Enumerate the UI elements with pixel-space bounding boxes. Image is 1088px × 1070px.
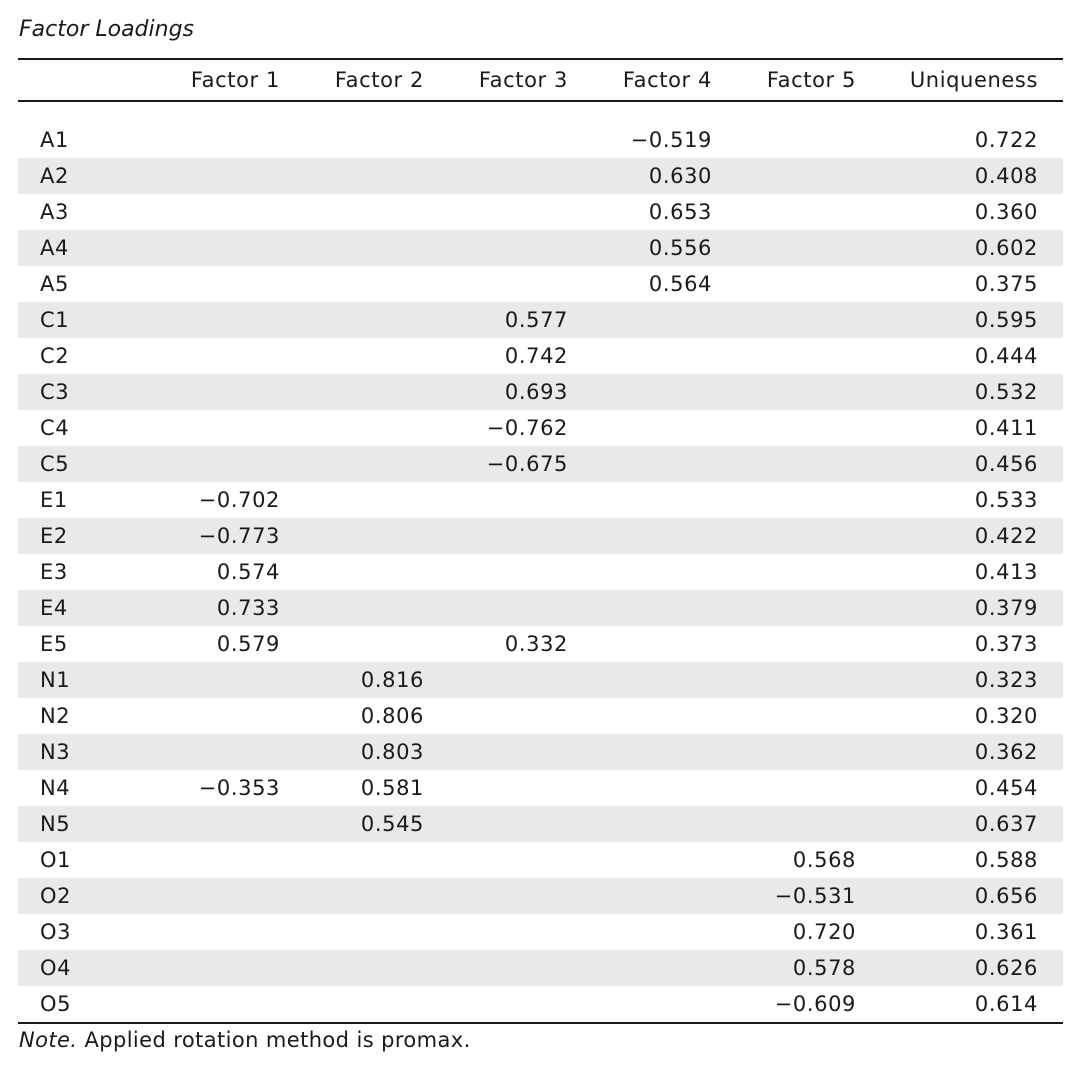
loading-cell: −0.519	[630, 128, 712, 152]
table-row	[18, 122, 1063, 158]
loading-cell: 0.556	[648, 236, 712, 260]
loading-cell: −0.353	[198, 776, 280, 800]
table-row	[18, 158, 1063, 194]
factor-loadings-table	[18, 58, 1063, 1024]
loading-cell: −0.675	[486, 452, 568, 476]
loading-cell: 0.545	[360, 812, 424, 836]
uniqueness-cell: 0.379	[974, 596, 1038, 620]
loading-cell: 0.574	[216, 560, 280, 584]
row-label-cell: N4	[40, 776, 71, 800]
table-header-row	[18, 60, 1063, 100]
table-row	[18, 878, 1063, 914]
row-label-cell: E2	[40, 524, 68, 548]
table-row	[18, 842, 1063, 878]
loading-cell: 0.568	[792, 848, 856, 872]
table-row	[18, 374, 1063, 410]
row-label-cell: O3	[40, 920, 72, 944]
row-label-cell: N2	[40, 704, 71, 728]
loading-cell: 0.332	[504, 632, 568, 656]
header-cell-factor-5: Factor 5	[766, 68, 856, 92]
uniqueness-cell: 0.373	[974, 632, 1038, 656]
table-row	[18, 266, 1063, 302]
uniqueness-cell: 0.533	[974, 488, 1038, 512]
uniqueness-cell: 0.411	[974, 416, 1038, 440]
row-label-cell: C2	[40, 344, 70, 368]
uniqueness-cell: 0.361	[974, 920, 1038, 944]
table-row	[18, 518, 1063, 554]
loading-cell: 0.581	[360, 776, 424, 800]
loading-cell: 0.742	[504, 344, 568, 368]
loading-cell: 0.630	[648, 164, 712, 188]
uniqueness-cell: 0.532	[974, 380, 1038, 404]
row-label-cell: N3	[40, 740, 71, 764]
table-note	[19, 1026, 471, 1054]
loading-cell: −0.773	[198, 524, 280, 548]
loading-cell: 0.579	[216, 632, 280, 656]
uniqueness-cell: 0.595	[974, 308, 1038, 332]
loading-cell: −0.702	[198, 488, 280, 512]
row-label-cell: A3	[40, 200, 69, 224]
row-label-cell: E3	[40, 560, 68, 584]
table-bottom-rule	[18, 1022, 1063, 1024]
note-text: Applied rotation method is promax.	[77, 1028, 471, 1052]
table-row	[18, 770, 1063, 806]
header-cell-factor-3: Factor 3	[478, 68, 568, 92]
table-row	[18, 338, 1063, 374]
note-label: Note.	[19, 1028, 78, 1052]
row-label-cell: A2	[40, 164, 69, 188]
loading-cell: 0.577	[504, 308, 568, 332]
loading-cell: −0.609	[774, 992, 856, 1016]
loading-cell: −0.531	[774, 884, 856, 908]
table-row	[18, 482, 1063, 518]
row-label-cell: N5	[40, 812, 71, 836]
row-label-cell: C4	[40, 416, 70, 440]
table-row	[18, 194, 1063, 230]
uniqueness-cell: 0.323	[974, 668, 1038, 692]
loading-cell: −0.762	[486, 416, 568, 440]
row-label-cell: O4	[40, 956, 72, 980]
table-row	[18, 554, 1063, 590]
loading-cell: 0.806	[360, 704, 424, 728]
row-label-cell: E4	[40, 596, 68, 620]
uniqueness-cell: 0.413	[974, 560, 1038, 584]
loading-cell: 0.816	[360, 668, 424, 692]
row-label-cell: A4	[40, 236, 69, 260]
table-row	[18, 302, 1063, 338]
row-label-cell: N1	[40, 668, 71, 692]
uniqueness-cell: 0.360	[974, 200, 1038, 224]
row-label-cell: O2	[40, 884, 72, 908]
loading-cell: 0.693	[504, 380, 568, 404]
table-row	[18, 950, 1063, 986]
row-label-cell: E1	[40, 488, 68, 512]
uniqueness-cell: 0.722	[974, 128, 1038, 152]
loading-cell: 0.720	[792, 920, 856, 944]
table-row	[18, 662, 1063, 698]
table-row	[18, 914, 1063, 950]
table-row	[18, 986, 1063, 1022]
table-row	[18, 806, 1063, 842]
table-row	[18, 698, 1063, 734]
uniqueness-cell: 0.456	[974, 452, 1038, 476]
uniqueness-cell: 0.626	[974, 956, 1038, 980]
uniqueness-cell: 0.444	[974, 344, 1038, 368]
row-label-cell: E5	[40, 632, 68, 656]
uniqueness-cell: 0.454	[974, 776, 1038, 800]
loading-cell: 0.564	[648, 272, 712, 296]
row-label-cell: C5	[40, 452, 70, 476]
uniqueness-cell: 0.602	[974, 236, 1038, 260]
uniqueness-cell: 0.408	[974, 164, 1038, 188]
table-row	[18, 590, 1063, 626]
uniqueness-cell: 0.422	[974, 524, 1038, 548]
uniqueness-cell: 0.375	[974, 272, 1038, 296]
row-label-cell: A1	[40, 128, 69, 152]
table-row	[18, 734, 1063, 770]
row-label-cell: O5	[40, 992, 72, 1016]
uniqueness-cell: 0.637	[974, 812, 1038, 836]
table-row	[18, 410, 1063, 446]
loading-cell: 0.803	[360, 740, 424, 764]
loading-cell: 0.653	[648, 200, 712, 224]
row-label-cell: O1	[40, 848, 72, 872]
loading-cell: 0.733	[216, 596, 280, 620]
header-cell-factor-4: Factor 4	[622, 68, 712, 92]
table-body	[18, 122, 1063, 1022]
table-title: Factor Loadings	[19, 17, 195, 42]
uniqueness-cell: 0.362	[974, 740, 1038, 764]
uniqueness-cell: 0.588	[974, 848, 1038, 872]
loading-cell: 0.578	[792, 956, 856, 980]
uniqueness-cell: 0.656	[974, 884, 1038, 908]
row-label-cell: C3	[40, 380, 70, 404]
header-cell-factor-1: Factor 1	[190, 68, 280, 92]
row-label-cell: A5	[40, 272, 69, 296]
uniqueness-cell: 0.320	[974, 704, 1038, 728]
table-row	[18, 446, 1063, 482]
table-header-spacer	[18, 102, 1063, 122]
header-cell-uniqueness: Uniqueness	[909, 68, 1038, 92]
uniqueness-cell: 0.614	[974, 992, 1038, 1016]
row-label-cell: C1	[40, 308, 70, 332]
table-row	[18, 626, 1063, 662]
table-row	[18, 230, 1063, 266]
header-cell-factor-2: Factor 2	[334, 68, 424, 92]
